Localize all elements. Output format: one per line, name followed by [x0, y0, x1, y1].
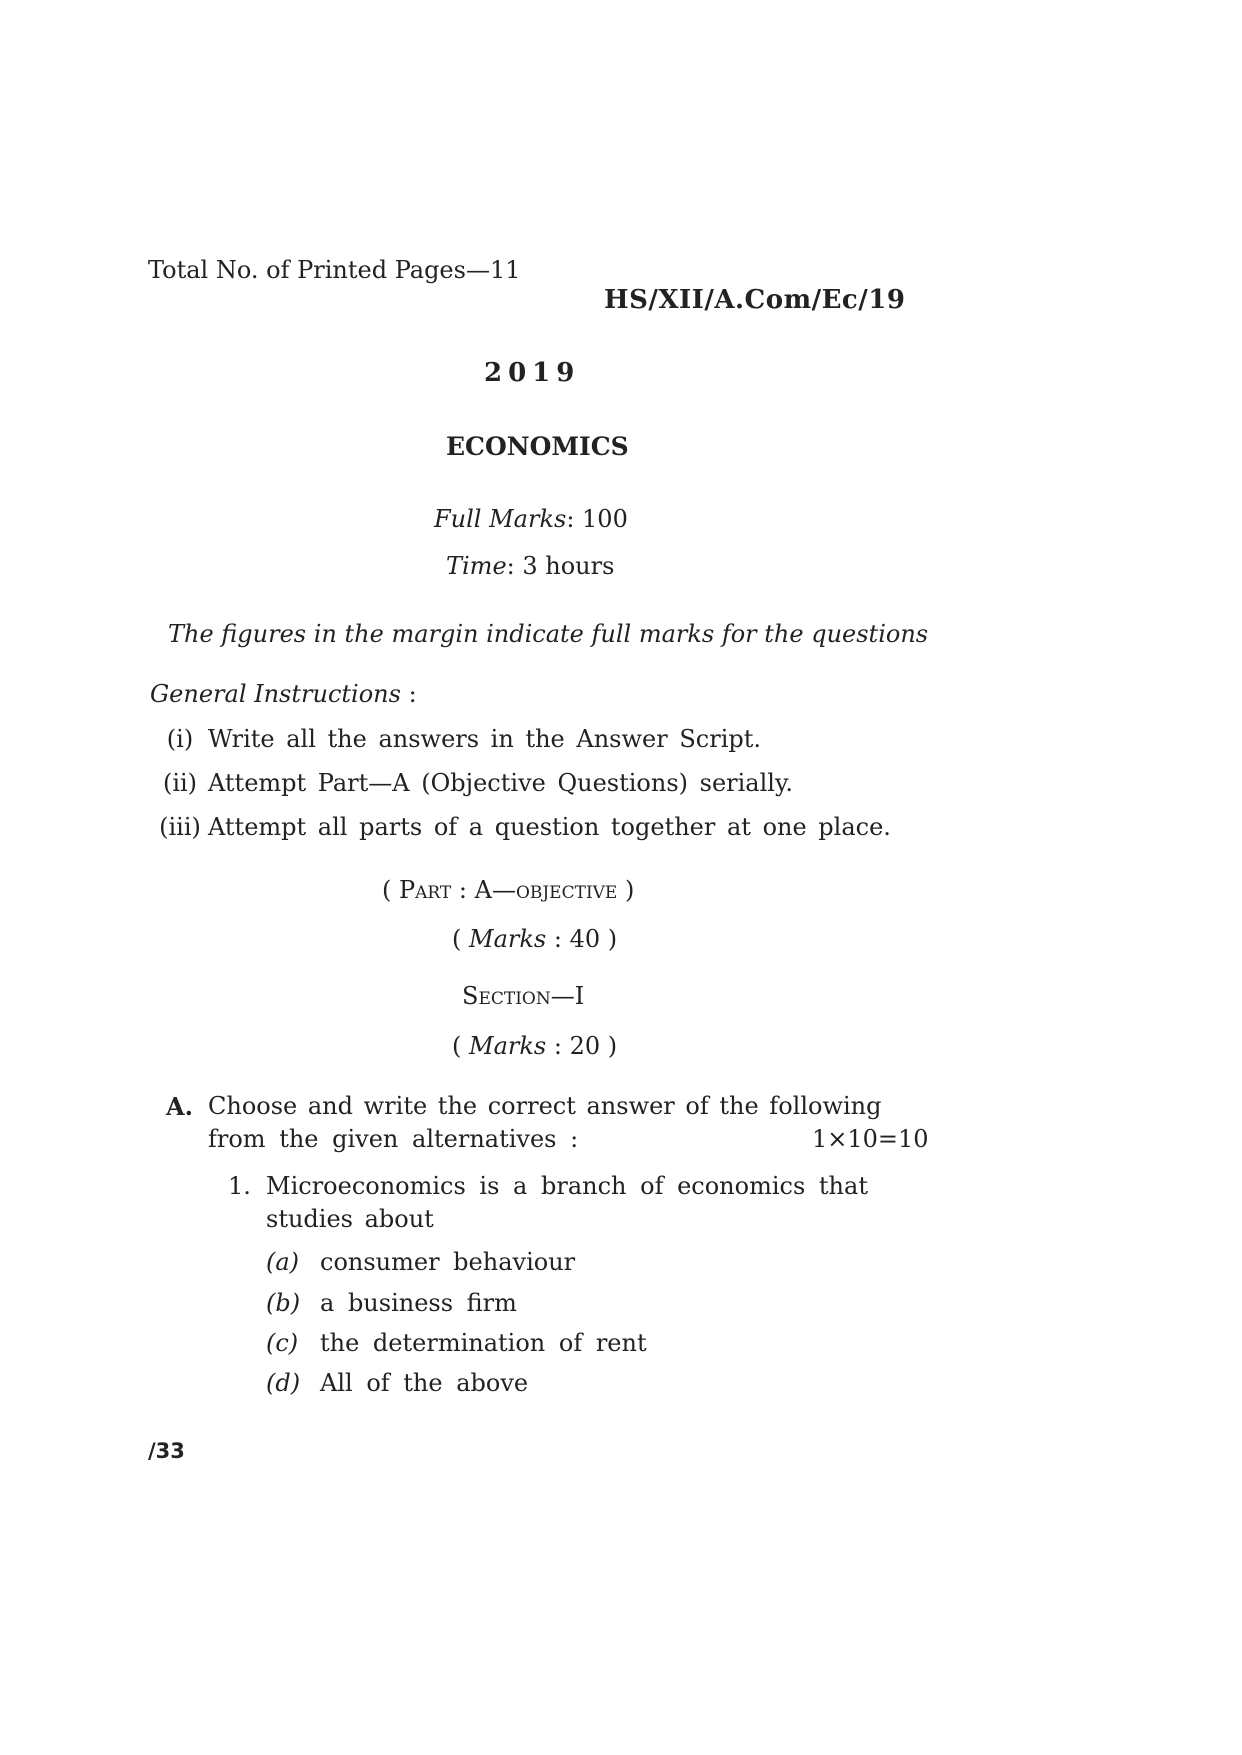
instruction-item [152, 725, 872, 753]
part-heading-open: ( [382, 876, 399, 904]
option-text: consumer behaviour [320, 1248, 576, 1276]
general-instructions-label: General Instructions [150, 680, 401, 708]
part-heading-close: ) [617, 876, 635, 904]
time-value: : 3 hours [506, 552, 615, 580]
question-a-letter: A. [166, 1092, 193, 1121]
section-marks-open: ( [452, 1032, 469, 1060]
instruction-text: Attempt all parts of a question together at one place. [208, 813, 891, 841]
exam-year: 2019 [484, 358, 581, 388]
question-a-text-line1: Choose and write the correct answer of the following [208, 1092, 882, 1120]
instruction-number: (iii) [159, 813, 201, 841]
section-marks-label: Marks [469, 1032, 547, 1060]
exam-subject: ECONOMICS [446, 432, 629, 461]
section-marks [452, 1032, 617, 1060]
instruction-text: Write all the answers in the Answer Script. [208, 725, 761, 753]
paper-code: HS/XII/A.Com/Ec/19 [604, 285, 906, 315]
answer-option [266, 1329, 647, 1357]
part-marks [452, 925, 617, 953]
option-label: (b) [266, 1289, 301, 1317]
option-text: a business firm [320, 1289, 517, 1317]
part-marks-label: Marks [469, 925, 547, 953]
part-marks-open: ( [452, 925, 469, 953]
general-instructions-heading [150, 680, 417, 708]
instruction-item [152, 769, 872, 797]
exam-time [446, 552, 614, 580]
question-a-text-line2: from the given alternatives : [208, 1125, 579, 1153]
section-marks-value: : 20 ) [546, 1032, 618, 1060]
question-1-number: 1. [228, 1172, 251, 1200]
instruction-item [152, 813, 891, 841]
instruction-text: Attempt Part—A (Objective Questions) serially. [208, 769, 793, 797]
question-1-text-line1: Microeconomics is a branch of economics that [266, 1172, 868, 1200]
full-marks-label: Full Marks [434, 505, 567, 533]
answer-option [266, 1289, 517, 1317]
page-footer-code: /33 [148, 1439, 185, 1463]
answer-option [266, 1369, 528, 1397]
answer-option [266, 1248, 575, 1276]
section-heading: Section—I [462, 982, 585, 1010]
instruction-number: (ii) [162, 769, 198, 797]
full-marks-value: : 100 [566, 505, 628, 533]
part-marks-value: : 40 ) [546, 925, 618, 953]
question-1-text-line2: studies about [266, 1205, 434, 1233]
instruction-number: (i) [166, 725, 194, 753]
option-label: (d) [266, 1369, 301, 1397]
option-label: (a) [266, 1248, 300, 1276]
general-instructions-colon: : [400, 680, 417, 708]
part-heading-text: Part : A—objective [399, 876, 618, 904]
full-marks [434, 505, 628, 533]
option-text: the determination of rent [320, 1329, 647, 1357]
question-a-marks: 1×10=10 [812, 1125, 929, 1153]
option-label: (c) [266, 1329, 299, 1357]
option-text: All of the above [320, 1369, 529, 1397]
part-heading [382, 876, 634, 904]
time-label: Time [446, 552, 507, 580]
printed-pages-count: Total No. of Printed Pages—11 [148, 256, 521, 284]
margin-note: The figures in the margin indicate full marks for the questions [168, 620, 929, 648]
